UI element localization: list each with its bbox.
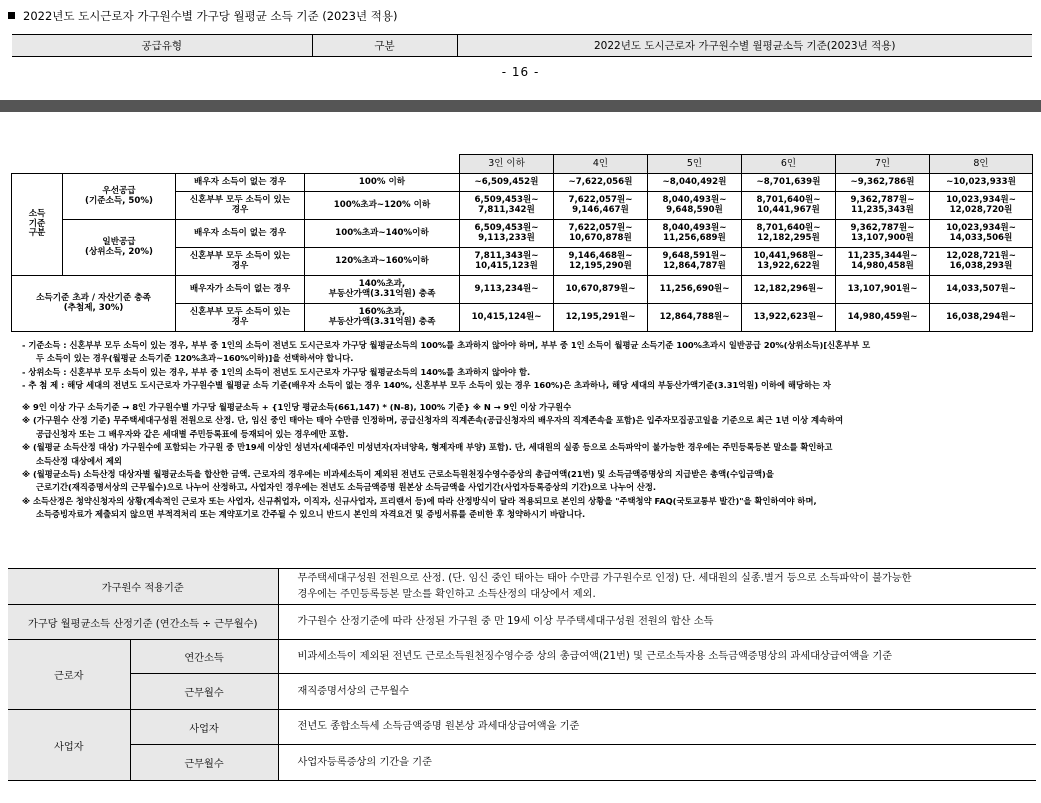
income-value: 9,362,787원~ 11,235,343원 [836,192,930,220]
income-value: ~8,701,639원 [742,174,836,192]
note-line: ※ (가구원수 산정 기준) 무주택세대구성원 전원으로 산정. 단, 임신 중인 태아는 태아 수만큼 인정하며, 공급신청자의 직계존속(공급신청자의 배우자의 직계존속을 포함)은 입주자모집공고일을 기준으로 최근 1년 이상 계속하여 [22,415,844,426]
note-line: ※ (월평균소득) 소득산정 대상자별 월평균소득을 합산한 금액. 근로자의 경우에는 비과세소득이 제외된 전년도 근로소득원천징수영수증상의 총급여액(21번) 및 소득금액증명상의 지급받은 총액(수입금액)을 [22,468,774,479]
income-standard-table [11,154,1033,332]
monthly-income-criteria-label: 가구당 월평균소득 산정기준 (연간소득 ÷ 근무월수) [8,605,278,640]
header-table [12,34,1032,57]
business-months-value: 사업자등록증상의 기간을 기준 [278,745,1036,781]
business-label: 사업자 [8,710,130,781]
income-value: 6,509,453원~ 9,113,233원 [460,220,554,248]
priority-supply-sub: (기준소득, 50%) [85,195,153,206]
income-value: 9,362,787원~ 13,107,900원 [836,220,930,248]
income-group-label: 소득 기준 구분 [12,174,63,276]
condition-single-income: 배우자 소득이 없는 경우 [176,174,305,192]
income-value: 10,670,879원~ [554,276,648,304]
income-value: ~10,023,933원 [930,174,1033,192]
household-count-criteria-value: 무주택세대구성원 전원으로 산정. (단. 임신 중인 태아는 태아 수만큼 가구원수로 인정) 단. 세대원의 실종.별거 등으로 소득파악이 불가능한 경우에는 주민등록등본 말소를 확인하고 소득산정의 대상에서 제외. [278,569,1036,605]
condition-dual-income: 신혼부부 모두 소득이 있는 경우 [176,192,305,220]
worker-months-label: 근무월수 [130,674,278,710]
table-row [8,605,1036,640]
note-line: - 기준소득 : 신혼부부 모두 소득이 있는 경우, 부부 중 1인의 소득이 전년도 도시근로자 가구당 월평균소득의 100%를 초과하지 않아야 하며, 부부 중 1인 소득이 월평균 소득기준 100%초과시 일반공급 20%(상위소득)[신혼부부 모 [22,340,871,350]
notes-gap [22,393,1027,401]
income-value: 7,622,057원~ 10,670,878원 [554,220,648,248]
income-value: ~7,622,056원 [554,174,648,192]
page-divider-band [0,100,1041,112]
income-value: 8,701,640원~ 10,441,967원 [742,192,836,220]
income-value: 10,415,124원~ [460,304,554,332]
header-household-6: 6인 [742,155,836,174]
condition-single-income: 배우자 소득이 없는 경우 [176,220,305,248]
note-line: ※ 소득산정은 청약신청자의 상황(계속적인 근로자 또는 사업자, 신규취업자, 이직자, 신규사업자, 프리랜서 등)에 따라 산정방식이 달라 적용되므로 본인의 상황을 "주택청약 FAQ(국토교통부 발간)"을 확인하여야 하며, [22,495,817,506]
income-range: 120%초과~160%이하 [305,248,460,276]
worker-months-value: 재직증명서상의 근무월수 [278,674,1036,710]
income-range: 160%초과, 부동산가액(3.31억원) 충족 [305,304,460,332]
header-household-4: 4인 [554,155,648,174]
note-line: 공급신청자 또는 그 배우자와 같은 세대별 주민등록표에 등재되어 있는 경우에만 포함. [36,428,349,439]
header-household-5: 5인 [648,155,742,174]
income-value: 8,040,493원~ 9,648,590원 [648,192,742,220]
monthly-income-criteria-value: 가구원수 산정기준에 따라 산정된 가구원 중 만 19세 이상 무주택세대구성원 전원의 합산 소득 [278,605,1036,640]
header-household-8: 8인 [930,155,1033,174]
table-row [8,710,1036,745]
note-line: 소득산정 대상에서 제외 [36,455,122,466]
income-value: 9,146,468원~ 12,195,290원 [554,248,648,276]
general-supply-name: 일반공급 [102,236,136,247]
header-blank-cell [12,155,460,174]
income-value: 10,023,934원~ 12,028,720원 [930,192,1033,220]
income-value: 14,033,507원~ [930,276,1033,304]
income-value: 8,701,640원~ 12,182,295원 [742,220,836,248]
income-value: 11,256,690원~ [648,276,742,304]
header-col-income-standard: 2022년도 도시근로자 가구원수별 월평균소득 기준(2023년 적용) [457,35,1032,57]
income-value: ~8,040,492원 [648,174,742,192]
income-range: 100% 이하 [305,174,460,192]
notes-section [22,339,1027,522]
income-value: 7,622,057원~ 9,146,467원 [554,192,648,220]
worker-annual-income-value: 비과세소득이 제외된 전년도 근로소득원천징수영수증 상의 총급여액(21번) 및 근로소득자용 소득금액증명상의 과세대상급여액을 기준 [278,640,1036,674]
note-line: - 상위소득 : 신혼부부 모두 소득이 있는 경우, 부부 중 1인의 소득이 전년도 도시근로자 가구당 월평균소득의 140%를 초과하지 않아야 함. [22,366,531,377]
income-value: 12,182,296원~ [742,276,836,304]
income-value: 13,107,901원~ [836,276,930,304]
household-size-header-row [12,155,1033,174]
header-household-7: 7인 [836,155,930,174]
note-line: 두 소득이 있는 경우(월평균 소득기준 120%초과~160%이하)]을 선택하셔야 합니다. [36,353,354,364]
table-row [12,174,1033,192]
business-months-label: 근무월수 [130,745,278,781]
income-range: 100%초과~140%이하 [305,220,460,248]
income-range: 140%초과, 부동산가액(3.31억원) 충족 [305,276,460,304]
note-line: ※ 9인 이상 가구 소득기준 → 8인 가구원수별 가구당 월평균소득 + {1인당 평균소득(661,147) * (N-8), 100% 기준} ※ N → 9인 이상 가구원수 [22,401,572,412]
square-bullet-icon [8,12,15,19]
business-income-value: 전년도 종합소득세 소득금액증명 원본상 과세대상급여액을 기준 [278,710,1036,745]
page-number: - 16 - [501,65,540,79]
table-row [8,640,1036,674]
header-col-category: 구분 [312,35,457,57]
condition-dual-income: 신혼부부 모두 소득이 있는 경우 [176,248,305,276]
income-value: 8,040,493원~ 11,256,689원 [648,220,742,248]
table-row [8,745,1036,781]
household-count-criteria-label: 가구원수 적용기준 [8,569,278,605]
note-line: - 추 첨 제 : 해당 세대의 전년도 도시근로자 가구원수별 월평균 소득 기준(배우자 소득이 없는 경우 140%, 신혼부부 모두 소득이 있는 경우 160%)은 초과하나, 해당 세대의 부동산가액기준(3.31억원) 이하에 해당하는 자 [22,380,831,391]
note-line: 근로기간(재직증명서상의 근무월수)으로 나누어 산정하고, 사업자인 경우에는 전년도 소득금액증명 원본상 소득금액을 사업기간(사업자등록증상의 기간)으로 나누어 산정. [36,482,657,493]
note-line: 소득증빙자료가 제출되지 않으면 부적격처리 또는 계약포기로 간주될 수 있으니 반드시 본인의 자격요건 및 증빙서류를 준비한 후 청약하시기 바랍니다. [36,509,586,520]
income-value: 9,648,591원~ 12,864,787원 [648,248,742,276]
income-value: 12,028,721원~ 16,038,293원 [930,248,1033,276]
business-income-label: 사업자 [130,710,278,745]
income-value: 7,811,343원~ 10,415,123원 [460,248,554,276]
lottery-supply-label [12,276,176,332]
header-col-supply-type: 공급유형 [12,35,312,57]
income-value: ~9,362,786원 [836,174,930,192]
note-line: ※ (월평균 소득산정 대상) 가구원수에 포함되는 가구원 중 만19세 이상인 성년자(세대주인 미성년자(자녀양육, 형제자매 부양) 포함). 단, 세대원의 실종 등으로 소득파악이 불가능한 경우에는 주민등록등본 말소를 확인하고 [22,442,833,453]
table-row [12,220,1033,248]
income-value: ~6,509,452원 [460,174,554,192]
income-range: 100%초과~120% 이하 [305,192,460,220]
income-value: 12,195,291원~ [554,304,648,332]
income-calculation-table [8,568,1036,781]
worker-annual-income-label: 연간소득 [130,640,278,674]
section-title [8,8,397,24]
general-supply-sub: (상위소득, 20%) [85,246,153,257]
table-row [8,569,1036,605]
income-value: 10,023,934원~ 14,033,506원 [930,220,1033,248]
condition-dual-income: 신혼부부 모두 소득이 있는 경우 [176,304,305,332]
header-household-3: 3인 이하 [460,155,554,174]
lottery-supply-name: 소득기준 초과 / 자산기준 충족 [36,292,151,303]
table-row [12,276,1033,304]
priority-supply-name: 우선공급 [102,185,136,196]
income-value: 12,864,788원~ [648,304,742,332]
table-row [8,674,1036,710]
income-value: 6,509,453원~ 7,811,342원 [460,192,554,220]
priority-supply-label [63,174,176,220]
lottery-supply-sub: (추첨제, 30%) [63,302,124,313]
income-value: 16,038,294원~ [930,304,1033,332]
income-value: 14,980,459원~ [836,304,930,332]
general-supply-label [63,220,176,276]
condition-single-income: 배우자가 소득이 없는 경우 [176,276,305,304]
worker-label: 근로자 [8,640,130,710]
section-title-text: 2022년도 도시근로자 가구원수별 가구당 월평균 소득 기준 (2023년 적용) [23,9,398,23]
income-value: 9,113,234원~ [460,276,554,304]
income-value: 11,235,344원~ 14,980,458원 [836,248,930,276]
income-value: 13,922,623원~ [742,304,836,332]
income-value: 10,441,968원~ 13,922,622원 [742,248,836,276]
